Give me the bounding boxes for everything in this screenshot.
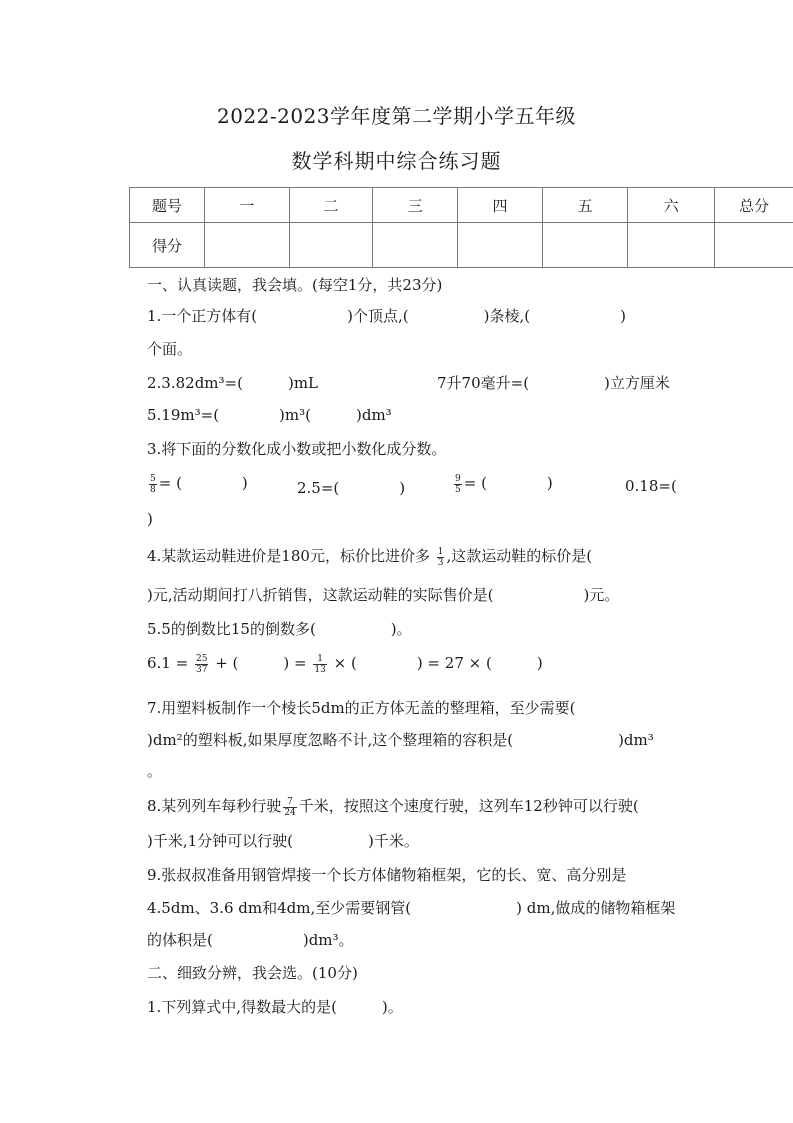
score-cell <box>373 223 458 268</box>
fraction: $\frac{1}{13}$ <box>314 653 326 675</box>
question-3-continuation: ) <box>147 510 153 528</box>
question-9-line2: 4.5dm、3.6 dm和4dm,至少需要钢管( ) dm,做成的储物箱框架 <box>147 899 676 917</box>
question-2-right: 7升70毫升=( )立方厘米 <box>437 374 670 392</box>
question-1-line1: 1.一个正方体有( )个顶点,( )条棱,( ) <box>147 307 626 325</box>
score-cell <box>715 223 793 268</box>
question-8-line1: 8.某列列车每秒行驶 $\frac{7}{24}$ 千米，按照这个速度行驶，这列车12秒钟可以行驶( <box>147 796 639 818</box>
question-4-line2: )元,活动期间打八折销售，这款运动鞋的实际售价是( )元。 <box>147 586 620 604</box>
fraction: $\frac{25}{37}$ <box>195 653 208 675</box>
score-table <box>129 187 793 268</box>
score-cell <box>458 223 543 268</box>
score-cell <box>205 223 290 268</box>
question-2-line2: 5.19m³=( )m³( )dm³ <box>147 406 392 424</box>
score-row-label: 得分 <box>130 223 205 268</box>
question-5: 5.5的倒数比15的倒数多( )。 <box>147 620 412 638</box>
fraction: $\frac{1}{3}$ <box>437 546 444 568</box>
score-cell <box>289 223 373 268</box>
fraction: $\frac{7}{24}$ <box>284 796 296 818</box>
score-table-score-row <box>130 223 793 268</box>
score-cell <box>542 223 628 268</box>
header-cell: 四 <box>458 188 543 223</box>
score-cell <box>628 223 715 268</box>
question-9-line3: 的体积是( )dm³。 <box>147 931 354 949</box>
fraction: $\frac{9}{5}$ <box>455 473 461 495</box>
question-4-line1: 4.某款运动鞋进价是180元，标价比进价多 $\frac{1}{3}$ ,这款运动鞋的标价是( <box>147 546 593 568</box>
question-6: 6.1 = $\frac{25}{37}$ + ( ) = $\frac{1}{13}$ × ( ) = 27 × ( ) <box>147 653 543 675</box>
header-cell: 三 <box>373 188 458 223</box>
question-3-item1: $\frac{5}{8}$ = ( ) <box>150 473 248 495</box>
section1-heading: 一、认真读题，我会填。(每空1分，共23分) <box>147 276 443 294</box>
question-2-left: 2.3.82dm³=( )mL <box>147 374 319 392</box>
question-7-line3: 。 <box>147 762 163 780</box>
question-1-line2: 个面。 <box>147 340 193 358</box>
question-8-line2: )千米,1分钟可以行驶( )千米。 <box>147 832 419 850</box>
fraction: $\frac{5}{8}$ <box>150 473 156 495</box>
question-9-line1: 9.张叔叔准备用钢管焊接一个长方体储物箱框架，它的长、宽、高分别是 <box>147 866 627 884</box>
header-cell: 二 <box>289 188 373 223</box>
header-cell: 总分 <box>715 188 793 223</box>
question-7-line2: )dm²的塑料板,如果厚度忽略不计,这个整理箱的容积是( )dm³ <box>147 731 654 749</box>
header-cell: 题号 <box>130 188 205 223</box>
question-7-line1: 7.用塑料板制作一个棱长5dm的正方体无盖的整理箱，至少需要( <box>147 699 576 717</box>
section2-heading: 二、细致分辨，我会选。(10分) <box>147 964 358 982</box>
exam-title-line2: 数学科期中综合练习题 <box>291 149 502 173</box>
header-cell: 六 <box>628 188 715 223</box>
section2-question-1: 1.下列算式中,得数最大的是( )。 <box>147 998 403 1016</box>
header-cell: 一 <box>205 188 290 223</box>
header-cell: 五 <box>542 188 628 223</box>
question-3-item4: 0.18=( <box>625 477 677 495</box>
question-3-item3: $\frac{9}{5}$ = ( ) <box>455 473 553 495</box>
score-table-header-row <box>130 188 793 223</box>
exam-title-line1: 2022-2023学年度第二学期小学五年级 <box>216 104 577 128</box>
question-3-text: 3.将下面的分数化成小数或把小数化成分数。 <box>147 440 447 458</box>
question-3-item2: 2.5=( ) <box>297 479 406 497</box>
